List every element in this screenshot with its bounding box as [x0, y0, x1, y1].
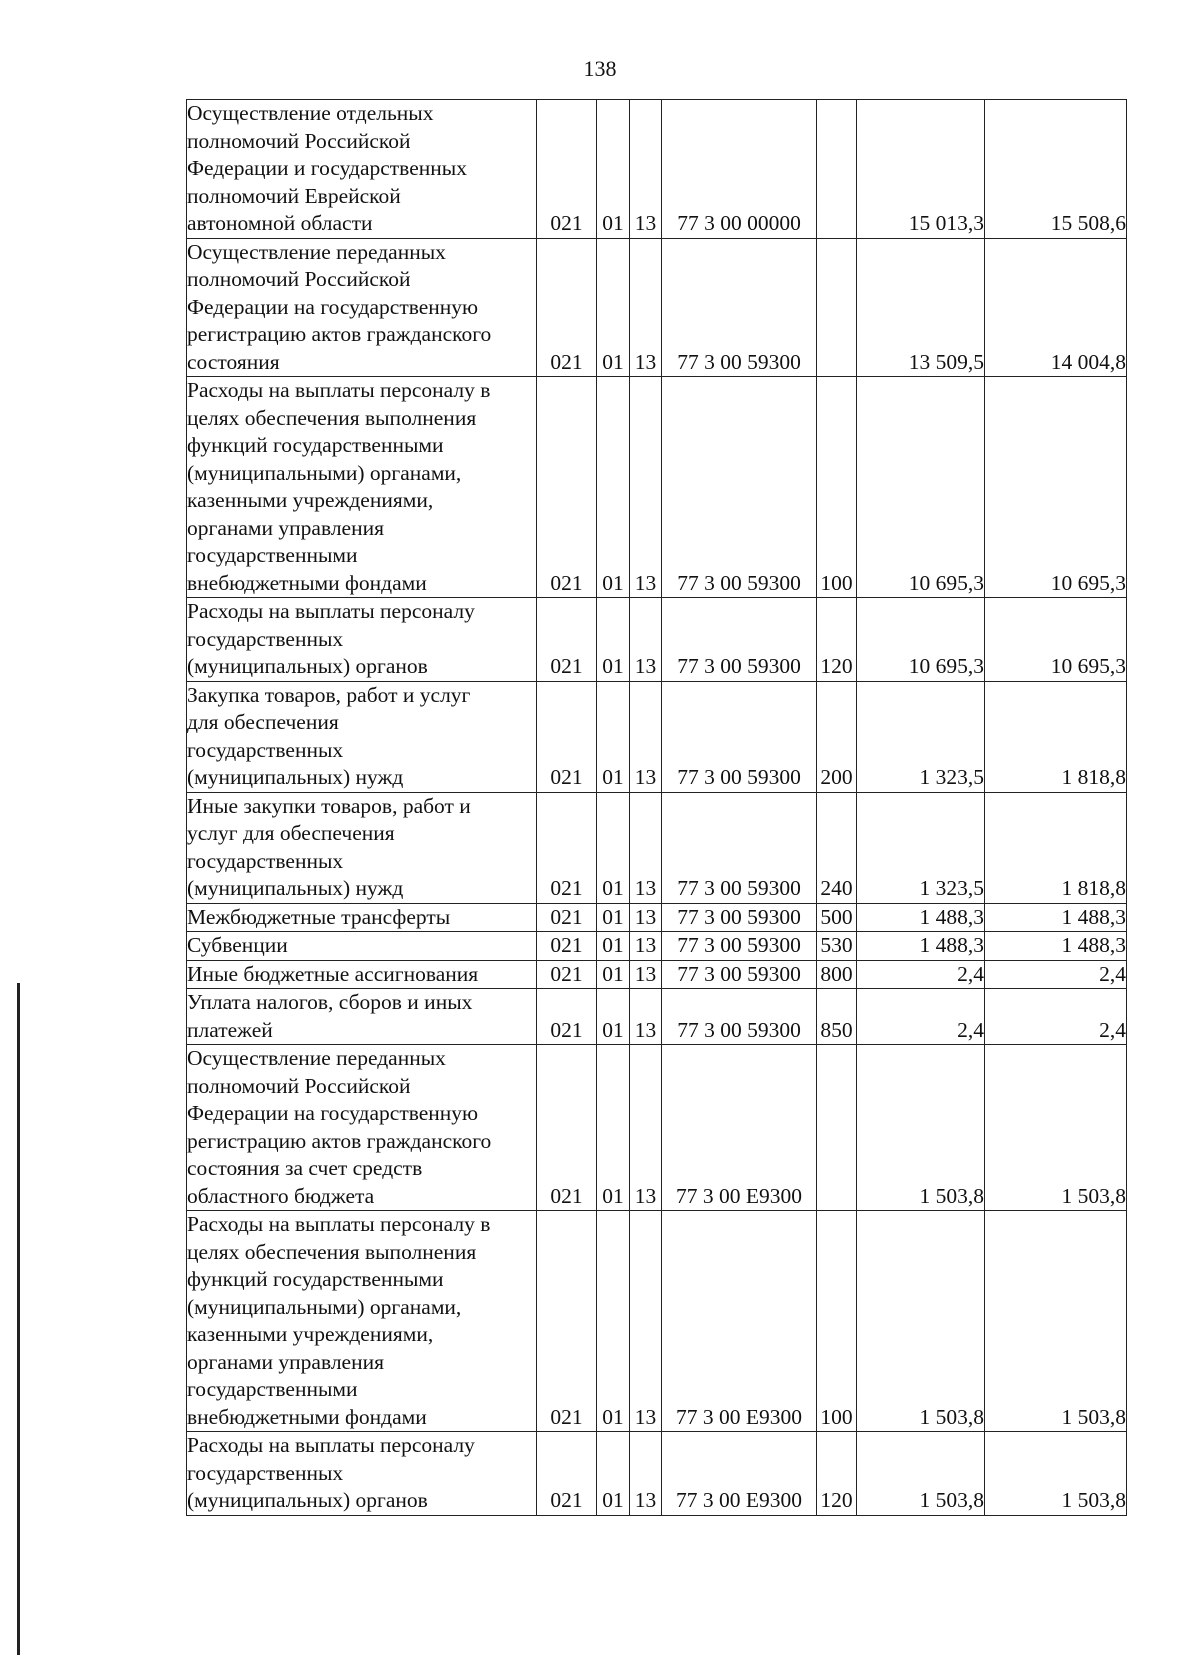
cell-expense-type — [817, 238, 857, 377]
item-name-line: внебюджетными фондами — [187, 1404, 427, 1429]
item-name-line: состояния за счет средств — [187, 1156, 423, 1180]
cell-amount-2: 1 818,8 — [985, 792, 1127, 903]
item-name-line: функций государственными — [187, 433, 444, 457]
table-row — [187, 960, 1127, 989]
item-name-line: органами управления — [187, 1349, 384, 1374]
item-name-line: Иные закупки товаров, работ и — [187, 793, 471, 818]
item-name-line: Межбюджетные трансферты — [187, 904, 451, 929]
cell-subsection-code: 13 — [630, 100, 662, 239]
cell-subsection-code: 13 — [630, 903, 662, 932]
cell-subsection-code: 13 — [630, 1211, 662, 1432]
cell-target-article: 77 3 00 59300 — [662, 598, 817, 682]
cell-amount-1: 1 488,3 — [857, 932, 985, 961]
cell-section-code: 01 — [597, 1211, 630, 1432]
item-name-line: (муниципальных) органов — [187, 654, 428, 678]
cell-expense-type: 100 — [817, 377, 857, 598]
cell-item-name — [187, 903, 537, 932]
cell-expense-type: 200 — [817, 681, 857, 792]
table-row — [187, 377, 1127, 598]
item-name-line: услуг для обеспечения — [187, 821, 395, 845]
cell-admin-code: 021 — [537, 989, 597, 1045]
item-name-line: органами управления — [187, 515, 384, 540]
item-name-line: Федерации и государственных — [187, 156, 467, 180]
cell-item-name — [187, 1432, 537, 1516]
cell-section-code: 01 — [597, 960, 630, 989]
cell-admin-code: 021 — [537, 903, 597, 932]
item-name-line: Закупка товаров, работ и услуг — [187, 682, 471, 707]
item-name-line: автономной области — [187, 211, 373, 235]
cell-subsection-code: 13 — [630, 238, 662, 377]
item-name-line: для обеспечения — [187, 710, 339, 734]
item-name-line: внебюджетными фондами — [187, 570, 427, 595]
cell-amount-2: 10 695,3 — [985, 377, 1127, 598]
cell-subsection-code: 13 — [630, 598, 662, 682]
item-name-line: Расходы на выплаты персоналу — [187, 599, 475, 623]
cell-subsection-code: 13 — [630, 792, 662, 903]
margin-line — [17, 983, 20, 1655]
cell-target-article: 77 3 00 59300 — [662, 792, 817, 903]
cell-amount-1: 10 695,3 — [857, 598, 985, 682]
item-name-line: государственными — [187, 1377, 358, 1401]
cell-target-article: 77 3 00 59300 — [662, 960, 817, 989]
cell-admin-code: 021 — [537, 100, 597, 239]
cell-expense-type: 240 — [817, 792, 857, 903]
item-name-line: (муниципальных) нужд — [187, 876, 404, 900]
cell-amount-1: 1 323,5 — [857, 681, 985, 792]
cell-section-code: 01 — [597, 681, 630, 792]
cell-item-name — [187, 989, 537, 1045]
item-name-line: Расходы на выплаты персоналу — [187, 1433, 475, 1457]
cell-item-name — [187, 792, 537, 903]
cell-subsection-code: 13 — [630, 1045, 662, 1211]
cell-subsection-code: 13 — [630, 681, 662, 792]
table-row — [187, 792, 1127, 903]
cell-item-name — [187, 960, 537, 989]
cell-amount-1: 1 503,8 — [857, 1432, 985, 1516]
item-name-line: (муниципальными) органами, — [187, 460, 462, 485]
cell-target-article: 77 3 00 59300 — [662, 989, 817, 1045]
item-name-line: казенными учреждениями, — [187, 488, 434, 512]
cell-amount-2: 15 508,6 — [985, 100, 1127, 239]
cell-expense-type: 100 — [817, 1211, 857, 1432]
cell-item-name — [187, 932, 537, 961]
cell-amount-1: 1 488,3 — [857, 903, 985, 932]
table-row — [187, 1432, 1127, 1516]
cell-section-code: 01 — [597, 792, 630, 903]
cell-amount-2: 1 488,3 — [985, 932, 1127, 961]
cell-subsection-code: 13 — [630, 377, 662, 598]
cell-target-article: 77 3 00 E9300 — [662, 1432, 817, 1516]
item-name-line: областного бюджета — [187, 1183, 375, 1208]
cell-section-code: 01 — [597, 238, 630, 377]
cell-expense-type: 850 — [817, 989, 857, 1045]
cell-item-name — [187, 598, 537, 682]
item-name-line: полномочий Российской — [187, 267, 411, 291]
item-name-line: функций государственными — [187, 1267, 444, 1291]
cell-target-article: 77 3 00 59300 — [662, 681, 817, 792]
item-name-line: государственных — [187, 626, 344, 651]
cell-admin-code: 021 — [537, 681, 597, 792]
table-row — [187, 903, 1127, 932]
item-name-line: платежей — [187, 1017, 273, 1042]
table-row — [187, 1045, 1127, 1211]
item-name-line: государственных — [187, 848, 344, 873]
cell-subsection-code: 13 — [630, 932, 662, 961]
item-name-line: государственными — [187, 543, 358, 567]
cell-target-article: 77 3 00 59300 — [662, 932, 817, 961]
cell-amount-2: 1 503,8 — [985, 1045, 1127, 1211]
cell-expense-type — [817, 1045, 857, 1211]
item-name-line: Субвенции — [187, 933, 288, 957]
cell-target-article: 77 3 00 59300 — [662, 903, 817, 932]
cell-admin-code: 021 — [537, 1211, 597, 1432]
cell-item-name — [187, 238, 537, 377]
item-name-line: Уплата налогов, сборов и иных — [187, 990, 473, 1014]
table-row — [187, 100, 1127, 239]
cell-amount-2: 1 503,8 — [985, 1211, 1127, 1432]
cell-subsection-code: 13 — [630, 1432, 662, 1516]
cell-target-article: 77 3 00 59300 — [662, 377, 817, 598]
cell-target-article: 77 3 00 E9300 — [662, 1211, 817, 1432]
page-number: 138 — [583, 56, 617, 81]
cell-amount-1: 1 503,8 — [857, 1045, 985, 1211]
cell-amount-2: 1 503,8 — [985, 1432, 1127, 1516]
cell-amount-2: 14 004,8 — [985, 238, 1127, 377]
cell-amount-1: 10 695,3 — [857, 377, 985, 598]
cell-amount-1: 2,4 — [857, 989, 985, 1045]
table-row — [187, 238, 1127, 377]
cell-admin-code: 021 — [537, 1045, 597, 1211]
cell-expense-type: 120 — [817, 1432, 857, 1516]
table-row — [187, 932, 1127, 961]
cell-admin-code: 021 — [537, 792, 597, 903]
cell-amount-1: 15 013,3 — [857, 100, 985, 239]
item-name-line: целях обеспечения выполнения — [187, 1239, 477, 1264]
table-row — [187, 1211, 1127, 1432]
cell-admin-code: 021 — [537, 598, 597, 682]
cell-admin-code: 021 — [537, 932, 597, 961]
cell-expense-type: 120 — [817, 598, 857, 682]
item-name-line: полномочий Российской — [187, 128, 411, 153]
cell-amount-2: 2,4 — [985, 960, 1127, 989]
cell-item-name — [187, 1045, 537, 1211]
item-name-line: (муниципальных) органов — [187, 1488, 428, 1512]
cell-section-code: 01 — [597, 377, 630, 598]
cell-section-code: 01 — [597, 100, 630, 239]
cell-target-article: 77 3 00 59300 — [662, 238, 817, 377]
item-name-line: Расходы на выплаты персоналу в — [187, 1212, 491, 1236]
cell-expense-type: 530 — [817, 932, 857, 961]
cell-admin-code: 021 — [537, 1432, 597, 1516]
item-name-line: Расходы на выплаты персоналу в — [187, 378, 491, 402]
cell-expense-type: 800 — [817, 960, 857, 989]
item-name-line: целях обеспечения выполнения — [187, 405, 477, 430]
cell-subsection-code: 13 — [630, 989, 662, 1045]
item-name-line: Федерации на государственную — [187, 1101, 479, 1125]
cell-section-code: 01 — [597, 1432, 630, 1516]
cell-item-name — [187, 377, 537, 598]
cell-target-article: 77 3 00 E9300 — [662, 1045, 817, 1211]
cell-amount-1: 2,4 — [857, 960, 985, 989]
item-name-line: (муниципальными) органами, — [187, 1294, 462, 1319]
item-name-line: казенными учреждениями, — [187, 1322, 434, 1346]
cell-section-code: 01 — [597, 989, 630, 1045]
table-row — [187, 598, 1127, 682]
cell-amount-2: 10 695,3 — [985, 598, 1127, 682]
cell-expense-type: 500 — [817, 903, 857, 932]
item-name-line: состояния — [187, 349, 280, 374]
cell-subsection-code: 13 — [630, 960, 662, 989]
item-name-line: Осуществление переданных — [187, 1046, 446, 1070]
budget-table — [186, 99, 1127, 1516]
cell-item-name — [187, 1211, 537, 1432]
item-name-line: государственных — [187, 1460, 344, 1485]
item-name-line: Осуществление переданных — [187, 239, 446, 264]
cell-section-code: 01 — [597, 598, 630, 682]
table-row — [187, 681, 1127, 792]
cell-admin-code: 021 — [537, 238, 597, 377]
cell-admin-code: 021 — [537, 377, 597, 598]
item-name-line: государственных — [187, 737, 344, 762]
item-name-line: полномочий Российской — [187, 1073, 411, 1098]
cell-amount-1: 1 503,8 — [857, 1211, 985, 1432]
cell-item-name — [187, 100, 537, 239]
item-name-line: Осуществление отдельных — [187, 101, 434, 125]
cell-item-name — [187, 681, 537, 792]
cell-amount-1: 1 323,5 — [857, 792, 985, 903]
cell-amount-1: 13 509,5 — [857, 238, 985, 377]
cell-section-code: 01 — [597, 932, 630, 961]
item-name-line: Федерации на государственную — [187, 294, 479, 319]
cell-section-code: 01 — [597, 903, 630, 932]
item-name-line: (муниципальных) нужд — [187, 765, 404, 789]
cell-amount-2: 2,4 — [985, 989, 1127, 1045]
cell-section-code: 01 — [597, 1045, 630, 1211]
item-name-line: регистрацию актов гражданского — [187, 1128, 492, 1153]
cell-expense-type — [817, 100, 857, 239]
item-name-line: Иные бюджетные ассигнования — [187, 961, 479, 986]
table-row — [187, 989, 1127, 1045]
cell-amount-2: 1 818,8 — [985, 681, 1127, 792]
cell-amount-2: 1 488,3 — [985, 903, 1127, 932]
item-name-line: полномочий Еврейской — [187, 183, 401, 208]
item-name-line: регистрацию актов гражданского — [187, 322, 492, 346]
cell-target-article: 77 3 00 00000 — [662, 100, 817, 239]
cell-admin-code: 021 — [537, 960, 597, 989]
